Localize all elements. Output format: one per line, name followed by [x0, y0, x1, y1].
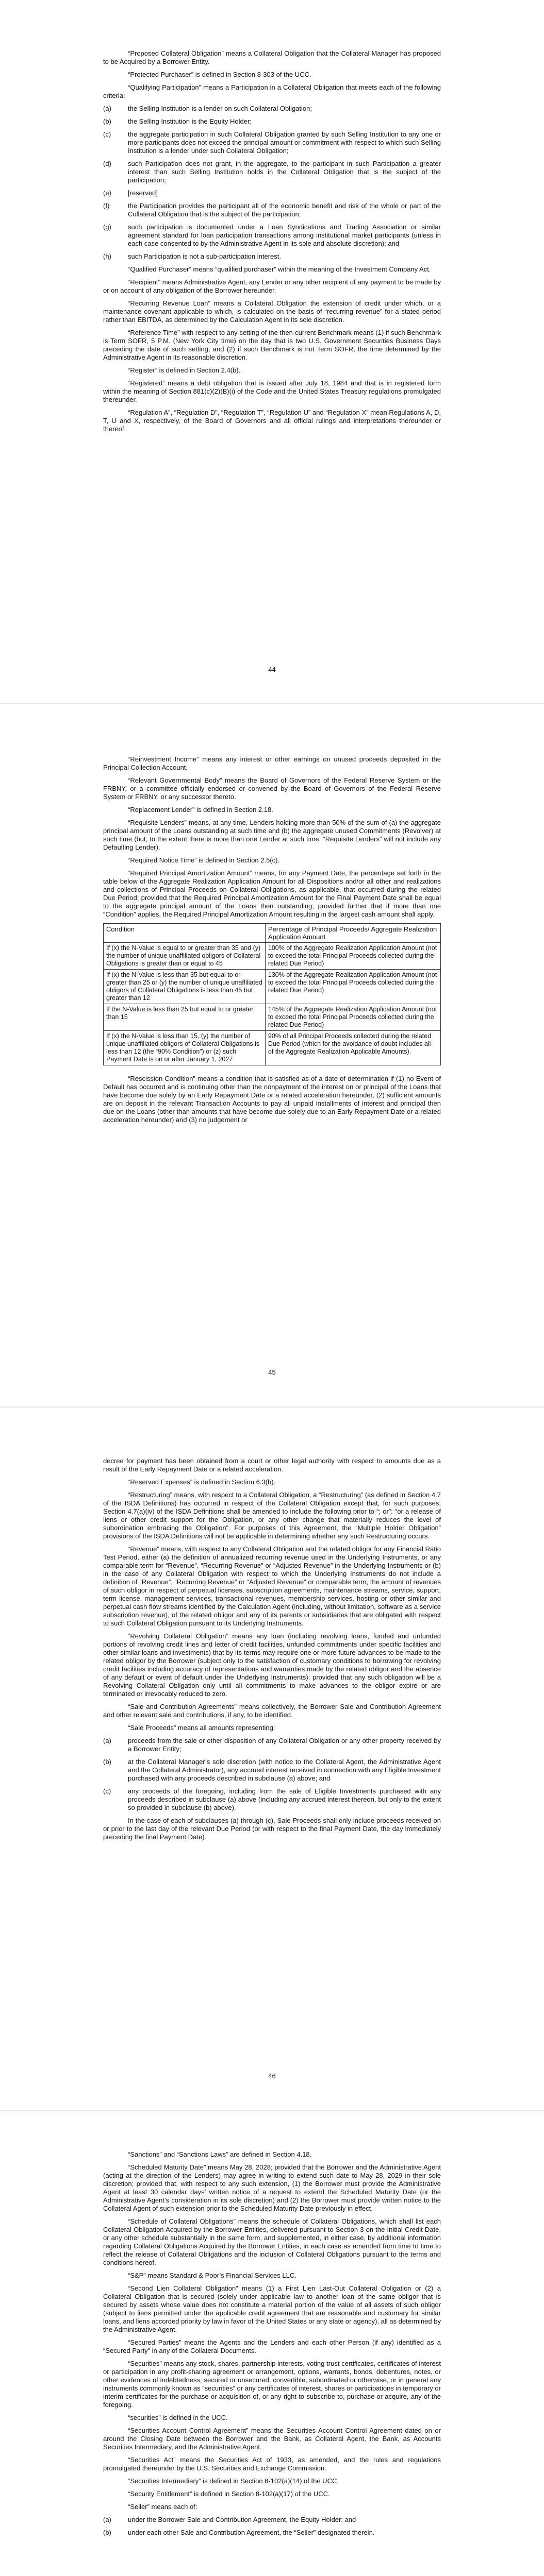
clause-text: under the Borrower Sale and Contribution Agreement, the Equity Holder; and [128, 2516, 356, 2523]
table-row [104, 1004, 441, 1031]
definition-paragraph: “Regulation A”, “Regulation D”, “Regulation T”, “Regulation U” and “Regulation X” mean Regulations A, D, T, U and X, respectively, of the Board of Governors and all official rulings and interpretations thereunder or thereof. [103, 409, 441, 433]
sub-clause [103, 1737, 441, 1753]
definition-paragraph: “Schedule of Collateral Obligations” means the schedule of Collateral Obligations, which shall list each Collateral Obligation Acquired by the Borrower Entities, delivered pursuant to Section 3 on the Initial Credit Date, or any other schedule substantially in the same form, and supplemented, in either case, by additional information regarding Collateral Obligations Acquired by the Borrower Entities, in each case as amended from time to time to reflect the release of Collateral Obligations and the inclusion of Collateral Obligations pursuant to the terms and conditions hereof. [103, 2217, 441, 2266]
clause-text: proceeds from the sale or other disposition of any Collateral Obligation or any other property received by a Borrower Entity; [128, 1737, 441, 1753]
sub-clause [103, 252, 441, 261]
definition-paragraph: “Proposed Collateral Obligation” means a Collateral Obligation that the Collateral Manager has proposed to be Acquired by a Borrower Entity. [103, 49, 441, 65]
table-row [104, 943, 441, 970]
continued-paragraph: decree for payment has been obtained from a court or other legal authority with respect to amounts due as a result of the Early Repayment Date or a related acceleration. [103, 1457, 441, 1473]
clause-text: such Participation is not a sub-participation interest. [128, 252, 281, 260]
table-row [104, 970, 441, 1004]
page-number: 45 [268, 1368, 276, 1376]
definition-paragraph: “Securities Intermediary” is defined in Section 8-102(a)(14) of the UCC. [128, 2477, 339, 2485]
definition-paragraph: In the case of each of subclauses (a) through (c), Sale Proceeds shall only include proceeds received on or prior to the last day of the relevant Due Period (or with respect to the final Payment Date, the day immediately preceding the final Payment Date). [103, 1817, 441, 1841]
clause-label: (a) [103, 105, 111, 112]
percentage-cell: 145% of the Aggregate Realization Application Amount (not to exceed the total Principal Proceeds collected during the related Due Period) [265, 1004, 440, 1031]
definition-paragraph: “Scheduled Maturity Date” means May 28, 2028; provided that the Borrower and the Administrative Agent (acting at the direction of the Lenders) may agree in writing to extend such date to May 28, 2029 in their sole discretion; provided that, with respect to any such extension, (1) the Borrower must provide the Administrative Agent at least 30 calendar days’ written notice of a request to extend the Scheduled Maturity Date (or the Administrative Agent’s consideration in its sole discretion) and (2) the Borrower must provide written notice to the Collateral Agent of such extension prior to the Scheduled Maturity Date previously in effect. [103, 2163, 441, 2212]
clause-text: the aggregate participation in such Collateral Obligation granted by such Selling Institution to any one or more participants does not exceed the principal amount or commitment with respect to which such Selling Institution is a lender under such Collateral Obligation; [128, 130, 441, 155]
definition-paragraph: “Seller” means each of: [128, 2503, 197, 2511]
sub-clause [103, 189, 441, 197]
table-header-cell: Condition [104, 924, 266, 943]
definition-paragraph: “Securities Account Control Agreement” means the Securities Account Control Agreement dated on or around the Closing Date between the Borrower and the Bank, as Collateral Agent, the Bank, as Accounts Securities Intermediary, and the Administrative Agent. [103, 2427, 441, 2451]
sub-clause [103, 223, 441, 248]
clause-label: (b) [103, 1758, 111, 1766]
page-2-paragraphs [103, 755, 441, 919]
sub-clause [103, 160, 441, 184]
clause-label: (h) [103, 252, 111, 260]
sub-clause [103, 1787, 441, 1812]
definition-paragraph: “Relevant Governmental Body” means the Board of Governors of the Federal Reserve System or the FRBNY, or a committee officially endorsed or convened by the Board of Governors of the Federal Reserve System or FRBNY, or any successor thereto. [103, 776, 441, 801]
definition-paragraph: “Revenue” means, with respect to any Collateral Obligation and the related obligor for any Financial Ratio Test Period, either (a) the definition of annualized recurring revenue used in the Underlying Instruments, or any comparable term for “Revenue”, “Recurring Revenue” or “Adjusted Revenue” in the Underlying Instruments or (b) in the case of any Collateral Obligation with respect to which the Underlying Instruments do not include a definition of “Revenue”, “Recurring Revenue” or “Adjusted Revenue” or comparable term, the amount of revenues of such obligor in respect of perpetual licenses, subscription agreements, maintenance streams, service, support, term license, management services, transactional revenues, membership services, hosting or other similar and perpetual cash flow streams identified by the Calculation Agent (including, without limitation, software as a service subscription revenue), of the related obligor and any of its parents or subsidiaries that are obligated with respect to such Collateral Obligation pursuant to its Underlying Instruments. [103, 1545, 441, 1627]
page-3-content [103, 1457, 441, 1846]
definition-paragraph: “Registered” means a debt obligation that is issued after July 18, 1984 and that is in registered form within the meaning of Section 881(c)(2)(B)(i) of the Code and the United States Treasury regulations promulgated thereunder. [103, 379, 441, 403]
definition-paragraph: “Securities Act” means the Securities Act of 1933, as amended, and the rules and regulations promulgated thereunder by the U.S. Securities and Exchange Commission. [103, 2456, 441, 2472]
definition-paragraph: “Reference Time” with respect to any setting of the then-current Benchmark means (1) if such Benchmark is Term SOFR, 5 P.M. (New York City time) on the day that is two U.S. Government Securities Business Days preceding the date of such setting, and (2) if such Benchmark is not Term SOFR, the time determined by the Administrative Agent in its reasonable discretion. [103, 329, 441, 361]
percentage-cell: 130% of the Aggregate Realization Application Amount (not to exceed the total Principal Proceeds collected during the related Due Period) [265, 970, 440, 1004]
table-header-cell: Percentage of Principal Proceeds/ Aggregate Realization Application Amount [265, 924, 440, 943]
page-1-content [103, 49, 441, 438]
clause-label: (d) [103, 160, 111, 167]
definition-paragraph: “Replacement Lender” is defined in Section 2.18. [128, 806, 273, 814]
page-number: 44 [268, 666, 276, 673]
percentage-cell: 100% of the Aggregate Realization Application Amount (not to exceed the total Principal Proceeds collected during the related Due Period) [265, 943, 440, 970]
clause-label: (c) [103, 1787, 111, 1795]
page-2 [0, 704, 544, 1406]
amortization-table [103, 923, 441, 1065]
sub-clause [103, 2516, 441, 2524]
definition-paragraph: “Sanctions” and “Sanctions Laws” are defined in Section 4.18. [128, 2150, 312, 2158]
table-body [104, 943, 441, 1065]
clause-label: (c) [103, 130, 111, 138]
definition-paragraph: “Protected Purchaser” is defined in Section 8-303 of the UCC. [128, 71, 311, 78]
sub-clause [103, 1758, 441, 1783]
clause-text: the Selling Institution is a lender on such Collateral Obligation; [128, 105, 312, 112]
clause-text: any proceeds of the foregoing, including from the sale of Eligible Investments purchased with any proceeds described in subclause (a) above (including any accrued interest thereon, but only to the extent so provided in subclause (b) above). [128, 1787, 441, 1811]
definition-paragraph: “Register” is defined in Section 2.4(b). [128, 366, 241, 374]
sub-clause [103, 130, 441, 155]
condition-cell: If (x) the N-Value is less than 15, (y) the number of unique unaffiliated obligors of Collateral Obligations is less than 12 (the “90% Condition”) or (z) such Payment Date is on or after January 1, 2027 [104, 1031, 266, 1065]
definition-paragraph: “Security Entitlement” is defined in Section 8-102(a)(17) of the UCC. [128, 2490, 330, 2498]
definition-paragraph: “Requisite Lenders” means, at any time, Lenders holding more than 50% of the sum of (a) the aggregate principal amount of the Loans outstanding at such time and (b) the aggregate unused Commitments (Revolver) at such time (but, to the extent there is more than one Lender at such time, “Requisite Lenders” will not include any Defaulting Lender). [103, 819, 441, 851]
page-4-content [103, 2150, 441, 2541]
clause-label: (f) [103, 202, 110, 210]
definition-paragraph: “Qualifying Participation” means a Participation in a Collateral Obligation that meets each of the following criteria: [103, 83, 441, 99]
definition-paragraph: “Reserved Expenses” is defined in Section 6.3(b). [128, 1478, 276, 1486]
page-1 [0, 0, 544, 703]
definition-paragraph: “Recurring Revenue Loan” means a Collateral Obligation the extension of credit under which, or a maintenance covenant applicable to which, is calculated on the basis of “recurring revenue” for a stated period rather than EBITDA, as determined by the Calculation Agent in its sole discretion. [103, 299, 441, 324]
page-4 [0, 2111, 544, 2576]
page-number: 46 [268, 2072, 276, 2080]
condition-cell: If the N-Value is less than 25 but equal to or greater than 15 [104, 1004, 266, 1031]
clause-label: (a) [103, 2516, 111, 2523]
sub-clause [103, 117, 441, 126]
definition-paragraph: “Sale Proceeds” means all amounts representing: [128, 1724, 275, 1732]
page-2-content [103, 755, 441, 1129]
definition-paragraph: “Secured Parties” means the Agents and the Lenders and each other Person (if any) identified as a “Secured Party” in any of the Collateral Documents. [103, 2338, 441, 2354]
definition-paragraph: “Reinvestment Income” means any interest or other earnings on unused proceeds deposited in the Principal Collection Account. [103, 755, 441, 771]
clause-label: (b) [103, 117, 111, 125]
page-3 [0, 1408, 544, 2110]
definition-paragraph: “Securities” means any stock, shares, partnership interests, voting trust certificates, certificates of interest or participation in any profit-sharing agreement or arrangement, options, warrants, bonds, debentures, notes, or other evidences of indebtedness, secured or unsecured, convertible, subordinated or otherwise, or in general any instruments commonly known as “securities” or any certificates of interest, shares or participations in temporary or interim certificates for the purchase or acquisition of, or any right to subscribe to, purchase or acquire, any of the foregoing. [103, 2360, 441, 2409]
definition-paragraph: “Required Notice Time” is defined in Section 2.5(c). [128, 856, 280, 864]
clause-label: (g) [103, 223, 111, 231]
definition-paragraph: “Rescission Condition” means a condition that is satisfied as of a date of determination if (1) no Event of Default has occurred and is continuing other than the nonpayment of the interest on or principal of the Loans that have become due solely by an Early Repayment Date or a related acceleration hereunder, (2) sufficient amounts are on deposit in the relevant Transaction Accounts to pay all unpaid installments of interest and principal then due on the Loans (other than amounts that have become due solely due to an Early Repayment Date or a related acceleration hereunder) and (3) no judgement or [103, 1075, 441, 1124]
clause-label: (b) [103, 2529, 111, 2536]
definition-paragraph: “Qualified Purchaser” means “qualified purchaser” within the meaning of the Investment Company Act. [128, 265, 431, 273]
table-row [104, 1031, 441, 1065]
clause-label: (e) [103, 189, 111, 197]
clause-text: at the Collateral Manager’s sole discretion (with notice to the Collateral Agent, the Administrative Agent and the Collateral Administrator), any accrued interest received in connection with any Eligible Investment purchased with any proceeds described in subclause (a) above; and [128, 1758, 441, 1782]
percentage-cell: 90% of all Principal Proceeds collected during the related Due Period (which for the avoidance of doubt includes all of the Aggregate Realization Applicable Amounts). [265, 1031, 440, 1065]
clause-text: the Participation provides the participant all of the economic benefit and risk of the whole or part of the Collateral Obligation that is the subject of the participation; [128, 202, 441, 218]
definition-paragraph: “Revolving Collateral Obligation” means any loan (including revolving loans, funded and unfunded portions of revolving credit lines and letter of credit facilities, unfunded commitments under specific facilities and other similar loans and investments) that by its terms may require one or more future advances to be made to the related obligor by the Borrower (subject only to the satisfaction of customary conditions to borrowing for revolving credit facilities including accuracy of representations and warranties made by the related obligor and the absence of any default or event of default under the Underlying Instruments); provided that any such obligation will be a Revolving Collateral Obligation only until all commitments to make advances to the obligor expire or are terminated or irrevocably reduced to zero. [103, 1632, 441, 1698]
sub-clause [103, 202, 441, 218]
sub-clause [103, 105, 441, 113]
page-2-tail [103, 1075, 441, 1124]
clause-text: [reserved] [128, 189, 158, 197]
condition-cell: If (x) the N-Value is less than 35 but equal to or greater than 25 or (y) the number of unique unaffiliated obligors of Collateral Obligations is less than 45 but greater than 12 [104, 970, 266, 1004]
definition-paragraph: “Recipient” means Administrative Agent, any Lender or any other recipient of any payment to be made by or on account of any obligation of the Borrower hereunder. [103, 278, 441, 294]
condition-cell: If (x) the N-Value is equal to or greater than 35 and (y) the number of unique unaffiliated obligors of Collateral Obligations is greater than or equal to 45 [104, 943, 266, 970]
definition-paragraph: “securities” is defined in the UCC. [128, 2414, 228, 2421]
definition-paragraph: “Sale and Contribution Agreements” means collectively, the Borrower Sale and Contribution Agreement and other relevant sale and contributions, if any, to be identified. [103, 1703, 441, 1719]
clause-text: under each other Sale and Contribution Agreement, the “Seller” designated therein. [128, 2529, 375, 2536]
clause-label: (a) [103, 1737, 111, 1744]
definition-paragraph: “Restructuring” means, with respect to a Collateral Obligation, a “Restructuring” (as defined in Section 4.7 of the ISDA Definitions) has occurred in respect of the Collateral Obligation except that, for such purposes, Section 4.7(a)(iv) of the ISDA Definitions shall be amended to include the following prior to “; or”: “or a release of liens or other credit support for the Obligation, or any other change that materially reduces the level of subordination embracing the Obligation”. For purposes of this Agreement, the “Multiple Holder Obligation” provisions of the ISDA Definitions will not be applicable in determining whether any such Restructuring occurs. [103, 1491, 441, 1540]
definition-paragraph: “Second Lien Collateral Obligation” means (1) a First Lien Last-Out Collateral Obligation or (2) a Collateral Obligation that is secured (solely under applicable law to another loan of the same obligor that is secured by assets whose value does not constitute a material portion of the value of all assets of such obligor (subject to liens permitted under the applicable credit agreement that are reasonable and customary for similar loans, and liens accorded priority by law in favor of the United States or any state or agency), all as determined by the Administrative Agent. [103, 2284, 441, 2333]
sub-clause [103, 2529, 441, 2537]
clause-text: such Participation does not grant, in the aggregate, to the participant in such Participation a greater interest than such Selling Institution holds in the Collateral Obligation that is the subject of the participation; [128, 160, 441, 184]
clause-text: the Selling Institution is the Equity Holder; [128, 117, 252, 125]
definition-paragraph: “S&P” means Standard & Poor’s Financial Services LLC. [128, 2272, 296, 2279]
table-header-row [104, 924, 441, 943]
clause-text: such participation is documented under a Loan Syndications and Trading Association or similar agreement standard for loan participation transactions among institutional market participants (unless in each case consented to by the Administrative Agent in its sole and absolute discretion); and [128, 223, 441, 247]
definition-paragraph: “Required Principal Amortization Amount” means, for any Payment Date, the percentage set forth in the table below of the Aggregate Realization Application Amount for all Dispositions and/or all other and realizations and collections of Principal Proceeds on Collateral Obligations, as applicable, that occurred during the related Due Period; provided that the Required Principal Amortization Amount for the Final Payment Date shall be equal to the aggregate principal amount of the Loans then outstanding; provided further that if more than one “Condition” applies, the Required Principal Amortization Amount resulting in the largest cash amount shall apply. [103, 869, 441, 918]
